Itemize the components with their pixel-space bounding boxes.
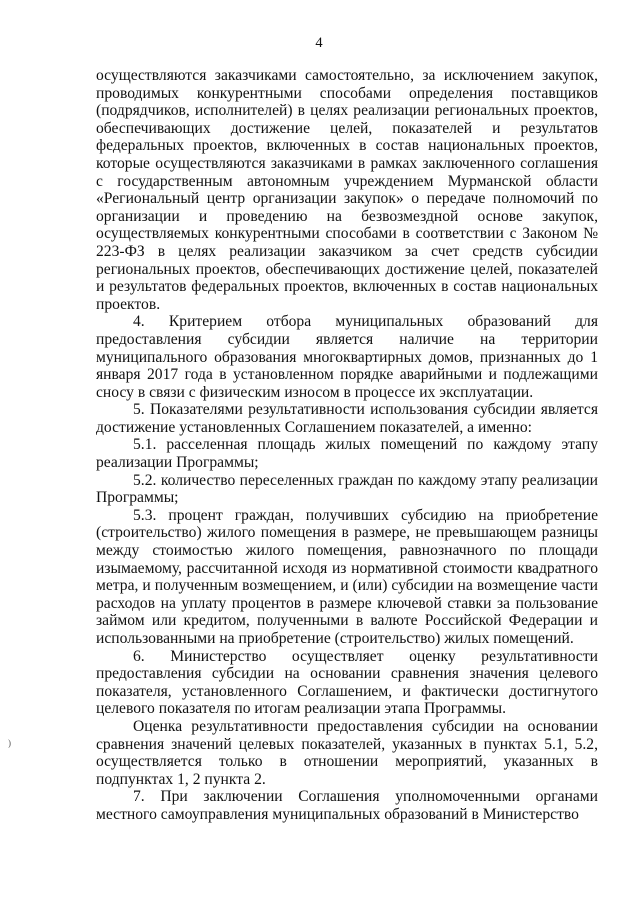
paragraph-item-7: 7. При заключении Соглашения уполномоченными органами местного самоуправления муниципальных образований в Министерство (96, 788, 598, 823)
paragraph-item-4: 4. Критерием отбора муниципальных образований для предоставления субсидии является наличие на территории муниципального образования многоквартирных домов, признанных до 1 января 2017 года в установленном порядке аварийными и подлежащими сносу в связи с физическим износом в процессе их эксплуатации. (96, 313, 598, 401)
paragraph-item-5-3: 5.3. процент граждан, получивших субсидию на приобретение (строительство) жилого помещения в размере, не превышающем разницы между стоимостью жилого помещения, равнозначного по площади изымаемому, рассчитанной исходя из нормативной стоимости квадратного метра, и полученным возмещением, и (или) субсидии на возмещение части расходов на уплату процентов в размере ключевой ставки за пользование займом или кредитом, полученными в валюте Российской Федерации и использованными на приобретение (строительство) жилых помещений. (96, 506, 598, 647)
paragraph-item-5: 5. Показателями результативности использования субсидии является достижение установленных Соглашением показателей, а именно: (96, 401, 598, 436)
paragraph-item-5-2: 5.2. количество переселенных граждан по каждому этапу реализации Программы; (96, 471, 598, 507)
paragraph-assessment: Оценка результативности предоставления субсидии на основании сравнения значений целевых показателей, указанных в пунктах 5.1, 5.2, осуществляется только в отношении мероприятий, указанных в подпунктах 1, 2 пункта 2. (96, 717, 598, 788)
paragraph-item-5-1: 5.1. расселенная площадь жилых помещений по каждому этапу реализации Программы; (96, 436, 598, 472)
page-number: 4 (315, 35, 323, 51)
document-body (96, 67, 598, 824)
margin-mark: ) (8, 738, 11, 748)
paragraph-continuation: осуществляются заказчиками самостоятельно, за исключением закупок, проводимых конкурентными способами определения поставщиков (подрядчиков, исполнителей) в целях реализации региональных проектов, обеспечивающих достижение целей, показателей и результатов федеральных проектов, включенных в состав национальных проектов, которые осуществляются заказчиками в рамках заключенного соглашения с государственным автономным учреждением Мурманской области «Региональный центр организации закупок» о передаче полномочий по организации и проведению на безвозмездной основе закупок, осуществляемых конкурентными способами в соответствии с Законом № 223-ФЗ в целях реализации заказчиком за счет средств субсидии региональных проектов, обеспечивающих достижение целей, показателей и результатов федеральных проектов, включенных в состав национальных проектов. (96, 67, 598, 313)
paragraph-item-6: 6. Министерство осуществляет оценку результативности предоставления субсидии на основании сравнения значения целевого показателя, установленного Соглашением, и фактически достигнутого целевого показателя по итогам реализации этапа Программы. (96, 647, 598, 718)
